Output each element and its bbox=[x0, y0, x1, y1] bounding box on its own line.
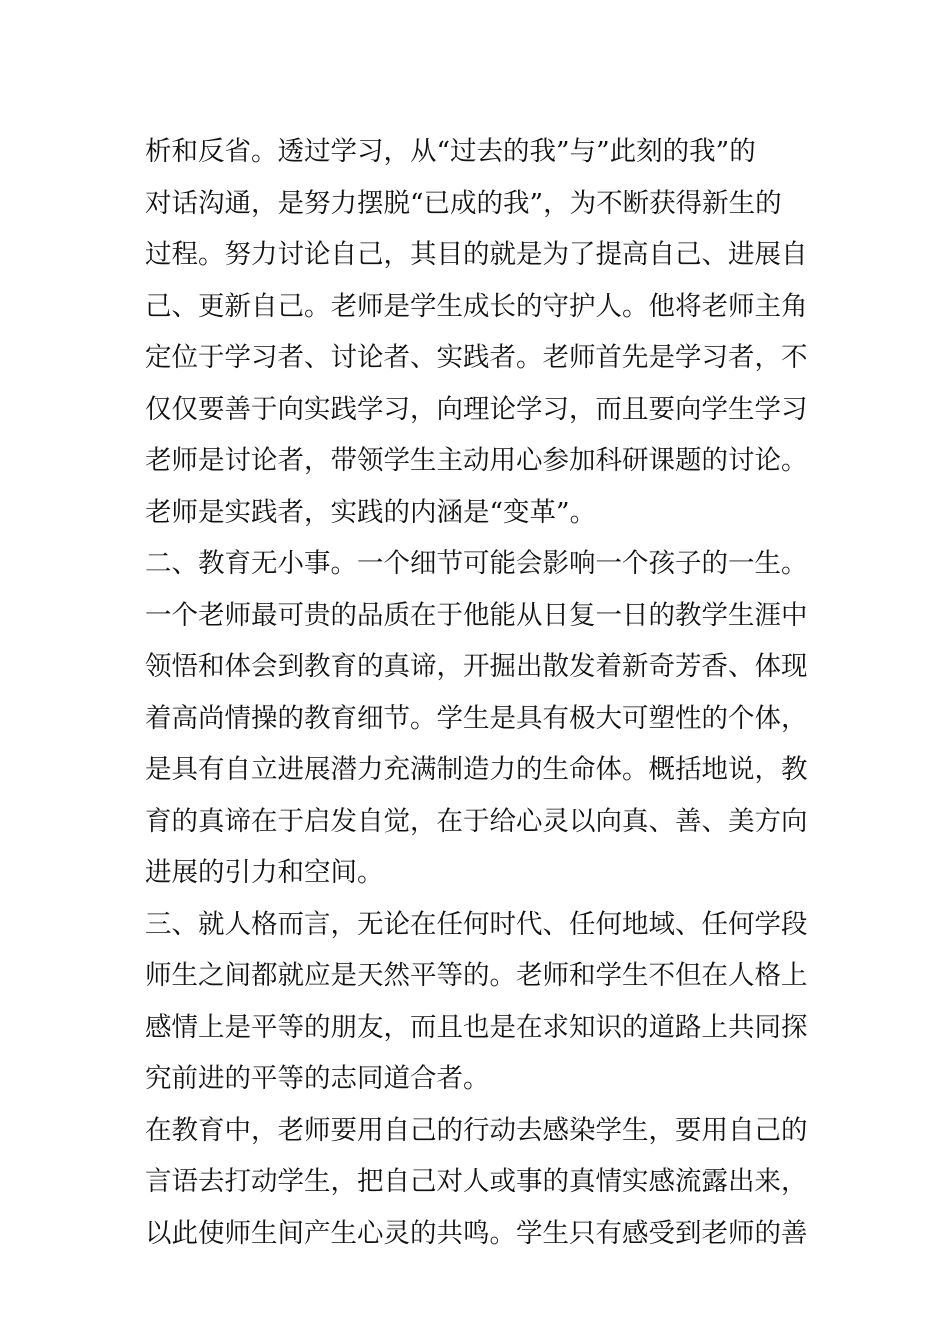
text-line: 领悟和体会到教育的真谛，开掘出散发着新奇芳香、体现 bbox=[145, 651, 808, 682]
text-line: 对话沟通，是努力摆脱“已成的我”，为不断获得新生的 bbox=[145, 187, 782, 219]
text-line: 言语去打动学生，把自己对人或事的真情实感流露出来， bbox=[145, 1166, 808, 1197]
text-line: 着高尚情操的教育细节。学生是具有极大可塑性的个体， bbox=[145, 702, 808, 734]
text-line: 一个老师最可贵的品质在于他能从日复一日的教学生涯中 bbox=[145, 599, 808, 631]
text-line: 老师是实践者，实践的内涵是“变革”。 bbox=[145, 496, 597, 528]
text-line: 师生之间都就应是天然平等的。老师和学生不但在人格上 bbox=[145, 960, 808, 991]
text-line: 育的真谛在于启发自觉，在于给心灵以向真、善、美方向 bbox=[145, 805, 808, 837]
text-line: 三、就人格而言，无论在任何时代、任何地域、任何学段 bbox=[145, 908, 808, 940]
text-line: 究前进的平等的志同道合者。 bbox=[145, 1063, 490, 1094]
text-line: 定位于学习者、讨论者、实践者。老师首先是学习者，不 bbox=[145, 342, 808, 373]
text-line: 过程。努力讨论自己，其目的就是为了提高自己、进展自 bbox=[145, 239, 808, 270]
text-line: 是具有自立进展潜力充满制造力的生命体。概括地说，教 bbox=[145, 754, 808, 785]
text-line: 以此使师生间产生心灵的共鸣。学生只有感受到老师的善 bbox=[145, 1217, 808, 1249]
text-line: 析和反省。透过学习，从“过去的我”与”此刻的我”的 bbox=[145, 136, 756, 167]
text-line: 己、更新自己。老师是学生成长的守护人。他将老师主角 bbox=[145, 290, 808, 322]
body-text bbox=[145, 126, 815, 1259]
text-line: 老师是讨论者，带领学生主动用心参加科研课题的讨论。 bbox=[145, 445, 808, 476]
text-line: 二、教育无小事。一个细节可能会影响一个孩子的一生。 bbox=[145, 548, 808, 579]
text-line: 仅仅要善于向实践学习，向理论学习，而且要向学生学习 bbox=[145, 393, 808, 425]
text-line: 在教育中，老师要用自己的行动去感染学生，要用自己的 bbox=[145, 1114, 808, 1146]
text-line: 感情上是平等的朋友，而且也是在求知识的道路上共同探 bbox=[145, 1011, 808, 1043]
text-line: 进展的引力和空间。 bbox=[145, 857, 384, 888]
